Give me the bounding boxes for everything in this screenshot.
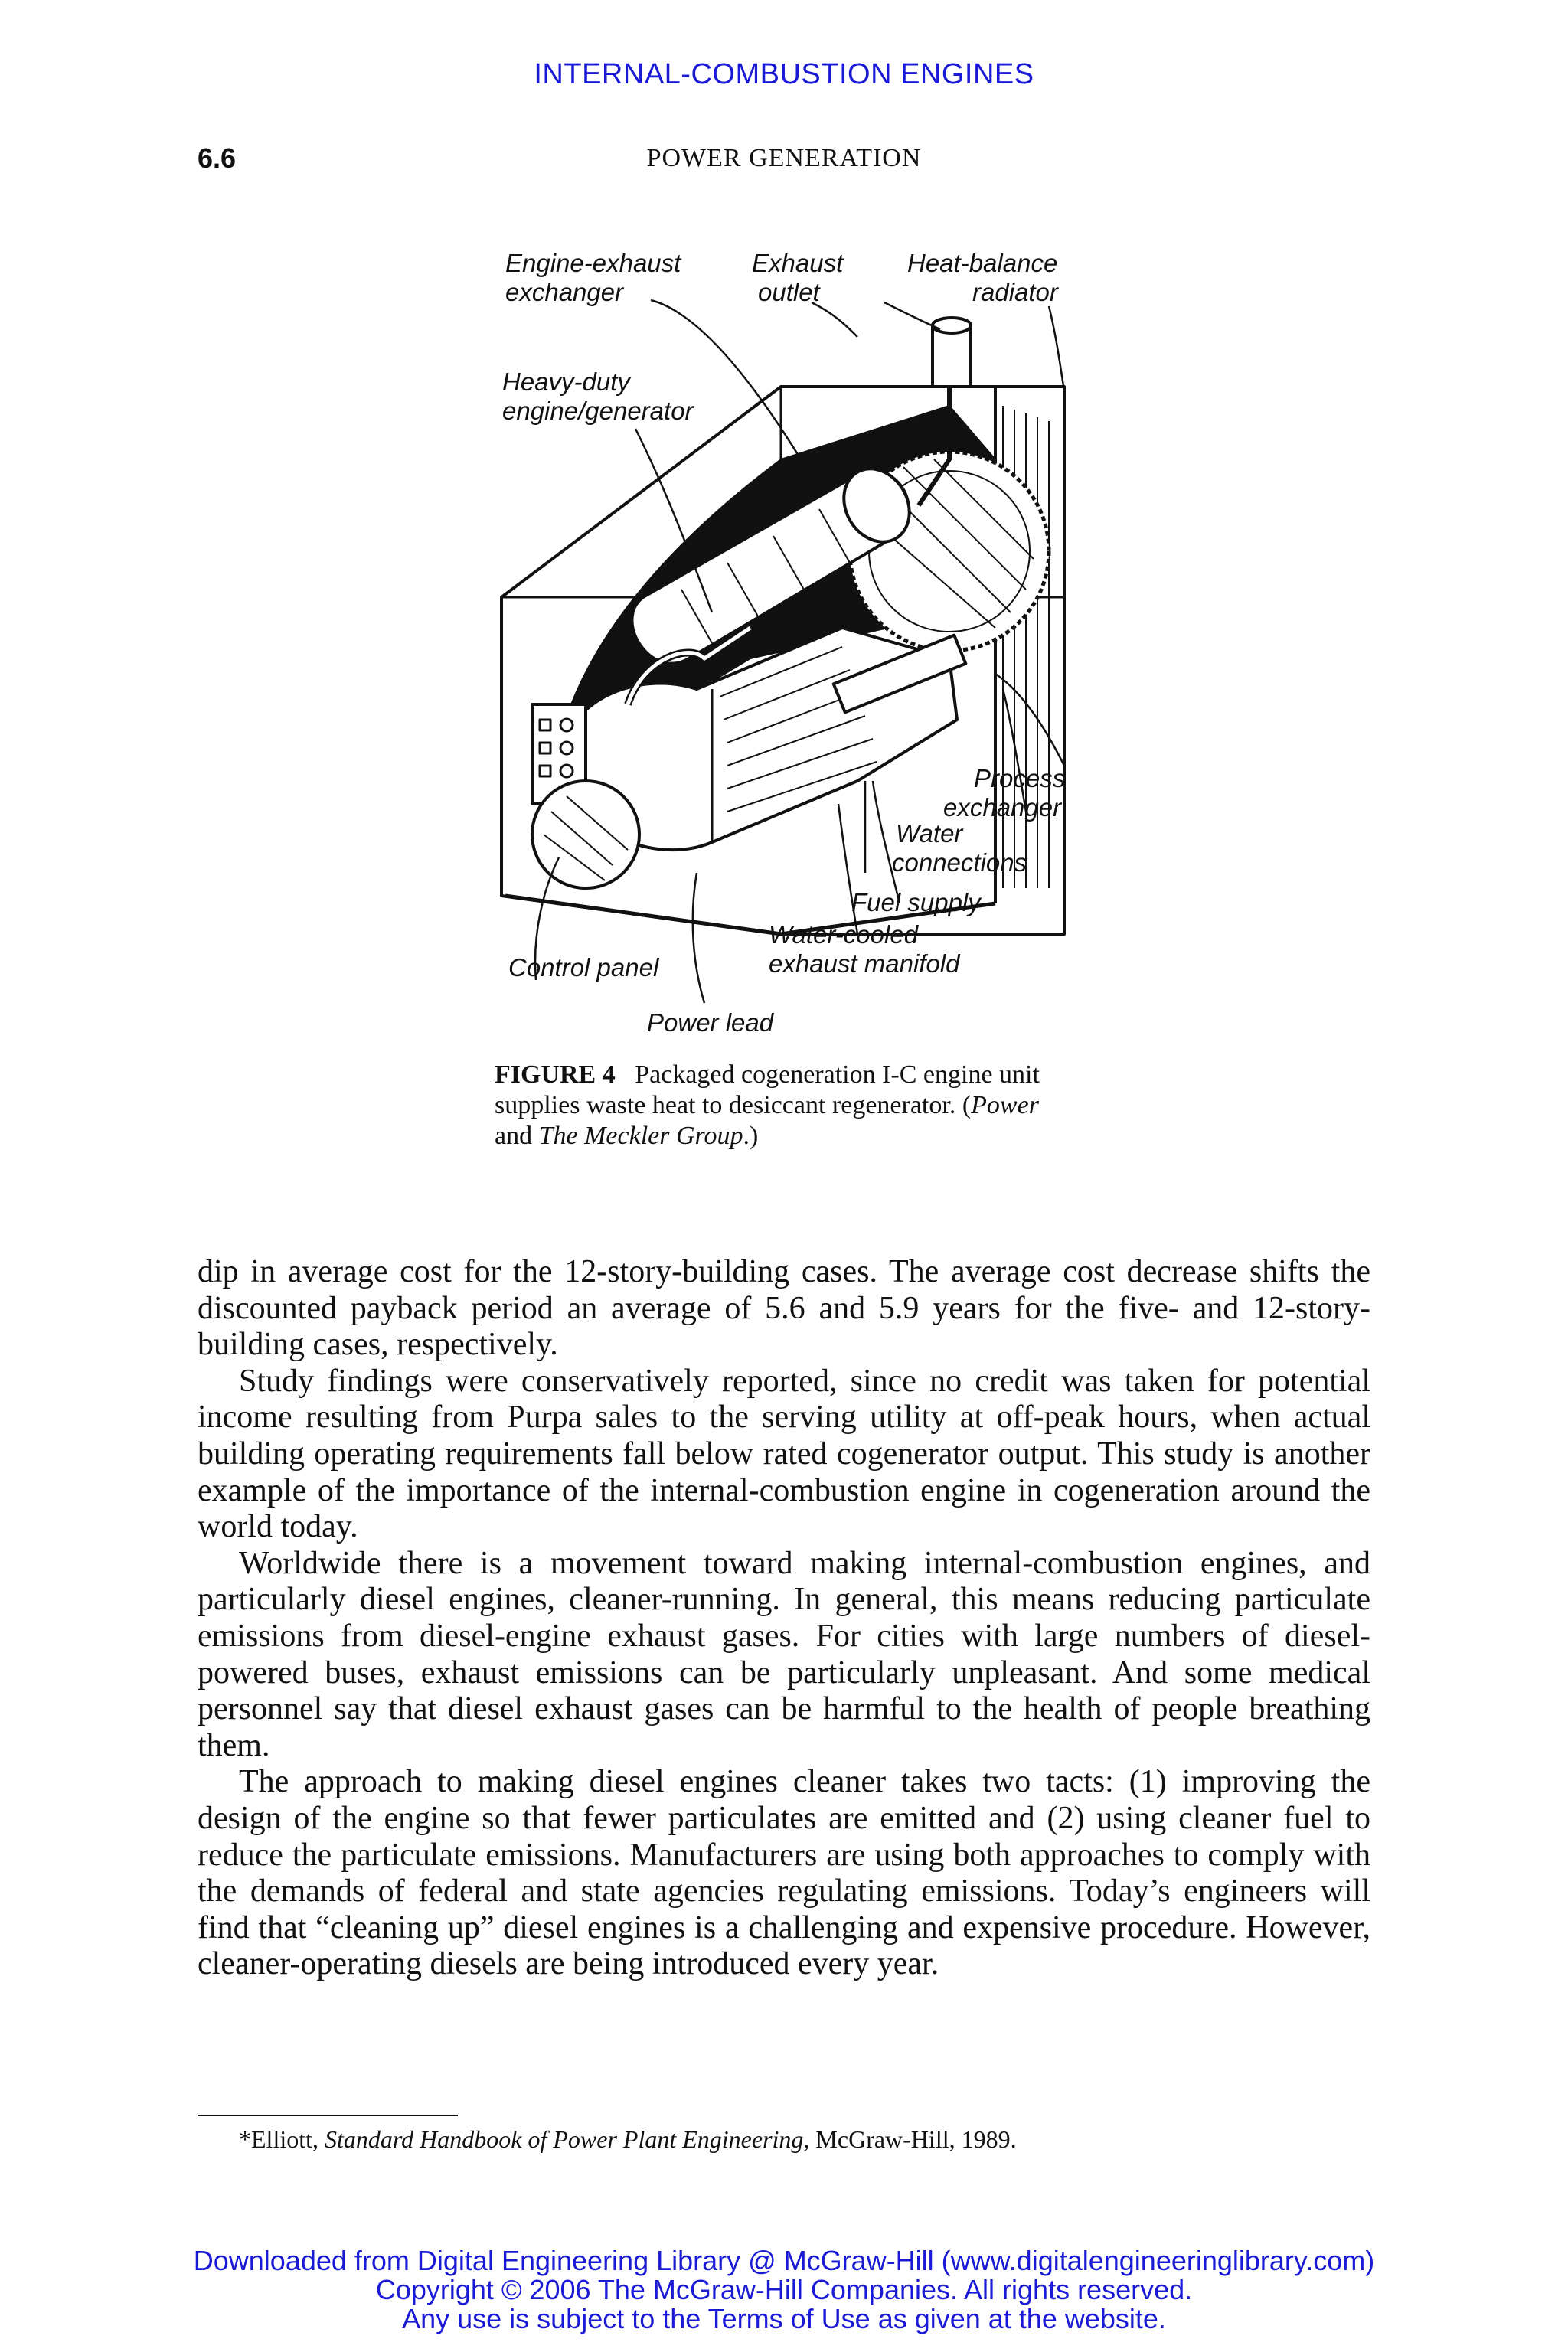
figure-caption-label: FIGURE 4 xyxy=(495,1060,616,1089)
label-heat-balance-2: radiator xyxy=(972,278,1058,306)
label-control-panel: Control panel xyxy=(508,953,659,982)
footer-download-link[interactable]: Downloaded from Digital Engineering Library @ McGraw-Hill (www.digitalengineeringlibrary.com) xyxy=(193,2245,1375,2276)
paragraph-4: The approach to making diesel engines cleaner takes two tacts: (1) improving the design of the engine so that fewer particulates are emitted and (2) using cleaner fuel to reduce the particulate emissions. Manufacturers are using both approaches to comply with the demands of federal and state agencies regulating emissions. Today’s engineers will find that “cleaning up” diesel engines is a challenging and expensive procedure. However, cleaner-operating diesels are being introduced every year. xyxy=(198,1764,1370,1982)
caption-source-1: Power xyxy=(971,1091,1039,1119)
label-engine-exhaust-2: exchanger xyxy=(505,278,624,306)
label-water-1: Water xyxy=(896,819,963,848)
running-title: INTERNAL-COMBUSTION ENGINES xyxy=(534,58,1034,90)
label-engine-exhaust-1: Engine-exhaust xyxy=(505,249,681,277)
label-heavy-duty-1: Heavy-duty xyxy=(502,368,630,396)
footnote xyxy=(239,2125,1017,2154)
footnote-prefix: *Elliott, xyxy=(239,2125,325,2153)
label-process-2: exchanger xyxy=(943,793,1062,822)
label-heavy-duty-2: engine/generator xyxy=(502,397,694,425)
page-number: 6.6 xyxy=(198,142,237,174)
footer-terms[interactable]: Any use is subject to the Terms of Use as given at the website. xyxy=(402,2303,1166,2334)
footnote-rule xyxy=(198,2115,458,2116)
caption-source-2: The Meckler Group xyxy=(538,1122,743,1150)
engine-illustration xyxy=(459,230,1148,1057)
paragraph-1: dip in average cost for the 12-story-building cases. The average cost decrease shifts the discounted payback period an average of 5.6 and 5.9 years for the five- and 12-story-building cases, respectively. xyxy=(198,1254,1370,1363)
label-water-cooled-1: Water-cooled xyxy=(769,920,919,949)
figure-caption-text: Packaged cogeneration I-C engine unit supplies waste heat to desiccant regenerator. xyxy=(495,1060,1040,1119)
engine-figure xyxy=(459,230,1148,1057)
paragraph-3: Worldwide there is a movement toward making internal-combustion engines, and particularly diesel engines, cleaner-running. In general, this means reducing particulate emissions from diesel-engine exhaust gases. For cities with large numbers of diesel-powered buses, exhaust emissions can be particularly unpleasant. And some medical personnel say that diesel exhaust gases can be harmful to the health of people breathing them. xyxy=(198,1545,1370,1763)
caption-and: and xyxy=(495,1122,533,1150)
figure-caption xyxy=(495,1060,1076,1152)
paragraph-2: Study findings were conservatively reported, since no credit was taken for potential income resulting from Purpa sales to the serving utility at off-peak hours, when actual building operating requirements fall below rated cogenerator output. This study is another example of the importance of the internal-combustion engine in cogeneration around the world today. xyxy=(198,1363,1370,1545)
caption-open-paren: ( xyxy=(962,1091,972,1119)
label-fuel-supply: Fuel supply xyxy=(851,888,981,916)
caption-close: .) xyxy=(743,1122,759,1150)
body-text xyxy=(198,1254,1370,1983)
label-process-1: Process xyxy=(974,764,1066,792)
label-water-2: connections xyxy=(892,848,1027,877)
label-exhaust-outlet-2: outlet xyxy=(758,278,820,306)
label-water-cooled-2: exhaust manifold xyxy=(769,949,960,978)
label-heat-balance-1: Heat-balance xyxy=(907,249,1058,277)
label-exhaust-outlet-1: Exhaust xyxy=(752,249,844,277)
footnote-suffix: McGraw-Hill, 1989. xyxy=(809,2125,1017,2153)
label-power-lead: Power lead xyxy=(647,1008,774,1037)
footnote-title: Standard Handbook of Power Plant Engineering, xyxy=(325,2125,810,2153)
footer-copyright: Copyright © 2006 The McGraw-Hill Companies. All rights reserved. xyxy=(375,2274,1193,2305)
section-title: POWER GENERATION xyxy=(646,144,922,172)
